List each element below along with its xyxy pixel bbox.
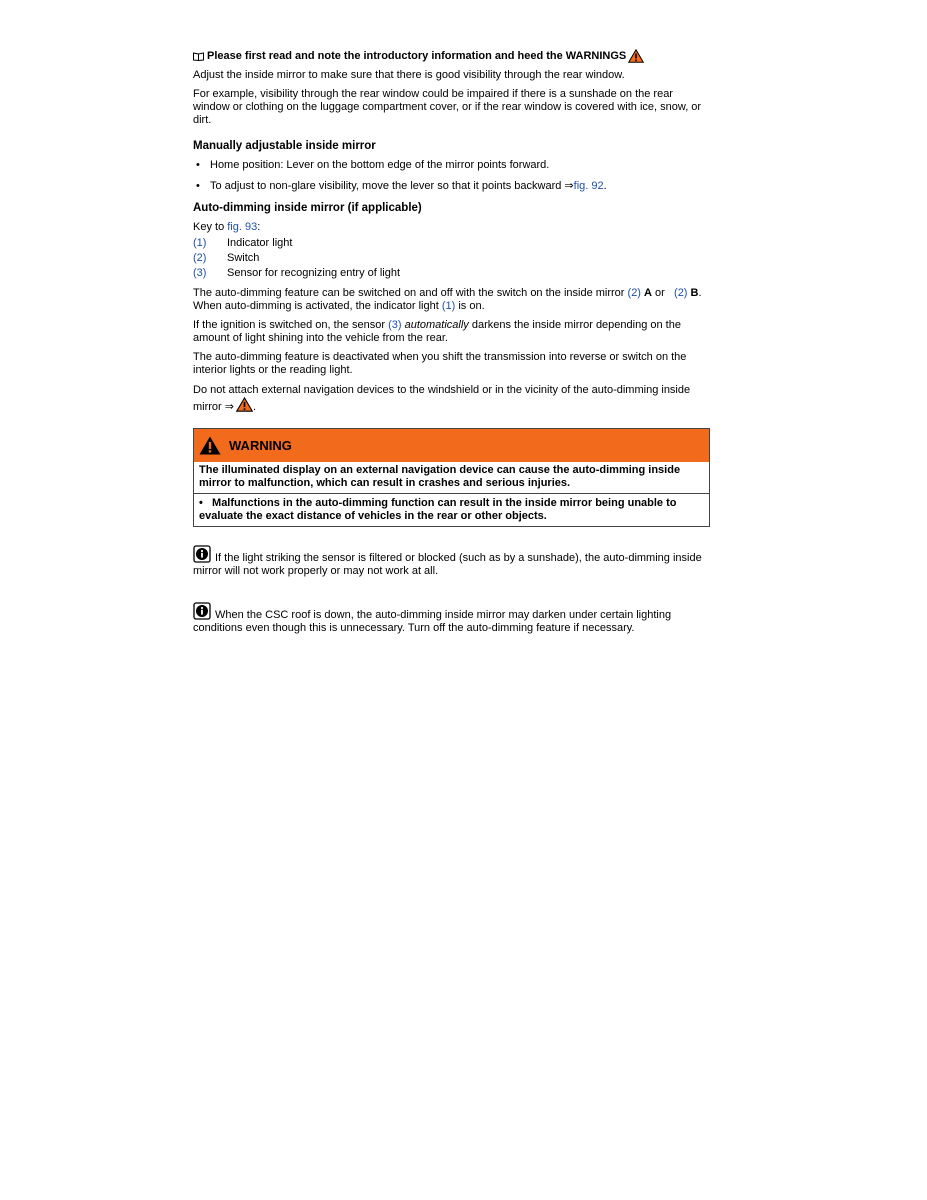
paragraph-visibility: Adjust the inside mirror to make sure that there is good visibility through the rear window. [193, 69, 625, 81]
book-icon [193, 52, 204, 61]
text: . When auto-dimming is activated, the indicator light [193, 287, 702, 312]
period: . [603, 180, 607, 192]
text: Malfunctions in the auto-dimming function can result in the inside mirror being unable to evaluate the exact distance of vehicles in the rear or other objects. [199, 497, 677, 522]
info-note [193, 602, 709, 635]
key-label: Indicator light [227, 237, 293, 249]
bullet-icon: • [196, 159, 200, 171]
note-text: When the CSC roof is down, the auto-dimming inside mirror may darken under certain lighting conditions even though this is unnecessary. Turn off the auto-dimming feature if necessary. [193, 609, 672, 634]
key-number: (3) [193, 267, 207, 279]
fig-93-link[interactable]: fig. 93 [227, 221, 258, 233]
warning-triangle-icon [199, 436, 221, 455]
text: The auto-dimming feature can be switched on and off with the switch on the inside mirror [193, 287, 628, 299]
text: If the ignition is switched on, the sensor [193, 319, 389, 331]
bullet-icon: • [199, 497, 203, 509]
arrow-icon: ⇒ [224, 401, 234, 413]
emphasis: automatically [404, 319, 469, 331]
warning-body [194, 462, 709, 526]
paragraph-attach [193, 383, 709, 414]
key-label: Sensor for recognizing entry of light [227, 267, 401, 279]
warning-triangle-icon [628, 49, 644, 63]
list-item [193, 159, 709, 172]
key-line [193, 221, 709, 234]
info-icon [193, 545, 211, 563]
position-b: B [690, 287, 699, 299]
bullet-text: Home position: Lever on the bottom edge of the mirror points forward. [210, 159, 550, 171]
info-note [193, 545, 709, 578]
key-list [193, 236, 709, 281]
period: . [253, 401, 257, 413]
document-page [193, 49, 709, 635]
text: or [652, 287, 668, 299]
key-suffix: : [257, 221, 261, 233]
key-label: Switch [227, 252, 260, 264]
heading-manual-mirror: Manually adjustable inside mirror [193, 140, 376, 152]
ref-1: (1) [441, 300, 456, 312]
position-a: A [644, 287, 652, 299]
info-icon [193, 602, 211, 620]
key-item-switch [193, 251, 709, 266]
paragraph-impaired: For example, visibility through the rear window could be impaired if there is a sunshade on the rear window or clothing on the luggage compartment cover, or if the rear window is covered with ice, snow, or dirt. [193, 88, 702, 126]
text: is on. [455, 300, 485, 312]
warning-header [194, 429, 709, 462]
key-prefix: Key to [193, 221, 228, 233]
intro-text: Please first read and note the introductory information and heed the WARNINGS [207, 49, 627, 62]
ref-3: (3) [388, 319, 402, 331]
key-number: (2) [193, 252, 207, 264]
key-item-indicator [193, 236, 709, 251]
bullet-text: To adjust to non-glare visibility, move the lever so that it points backward [210, 180, 565, 192]
ref-2: (2) [627, 287, 641, 299]
arrow-icon: ⇒ [564, 180, 574, 192]
paragraph-switch [193, 287, 709, 313]
manual-bullet-list [193, 159, 709, 193]
ref-2: (2) [674, 287, 688, 299]
warning-triangle-icon [236, 397, 253, 412]
fig-92-link[interactable]: fig. 92 [573, 180, 604, 192]
key-item-sensor [193, 266, 709, 281]
warning-title: WARNING [229, 438, 292, 453]
paragraph-deactivate: The auto-dimming feature is deactivated when you shift the transmission into reverse or switch on the interior lights or the reading light. [193, 351, 687, 376]
text: darkens the inside mirror depending on the amount of light shining into the vehicle from the rear. [193, 319, 681, 344]
bullet-icon: • [196, 180, 200, 192]
paragraph-sensor [193, 319, 709, 345]
key-number: (1) [193, 237, 207, 249]
warning-text: The illuminated display on an external navigation device can cause the auto-dimming inside mirror to malfunction, which can result in crashes and serious injuries. [199, 464, 681, 489]
warning-box [193, 428, 710, 527]
text: Do not attach external navigation devices to the windshield or in the vicinity of the auto-dimming inside mirror [193, 384, 691, 413]
intro-line [193, 49, 709, 63]
list-item [193, 180, 709, 193]
note-text: If the light striking the sensor is filtered or blocked (such as by a sunshade), the auto-dimming inside mirror will not work properly or may not work at all. [193, 552, 702, 577]
heading-auto-dimming: Auto-dimming inside mirror (if applicable) [193, 202, 422, 214]
warning-bullet-text [199, 497, 704, 523]
divider [194, 493, 709, 494]
